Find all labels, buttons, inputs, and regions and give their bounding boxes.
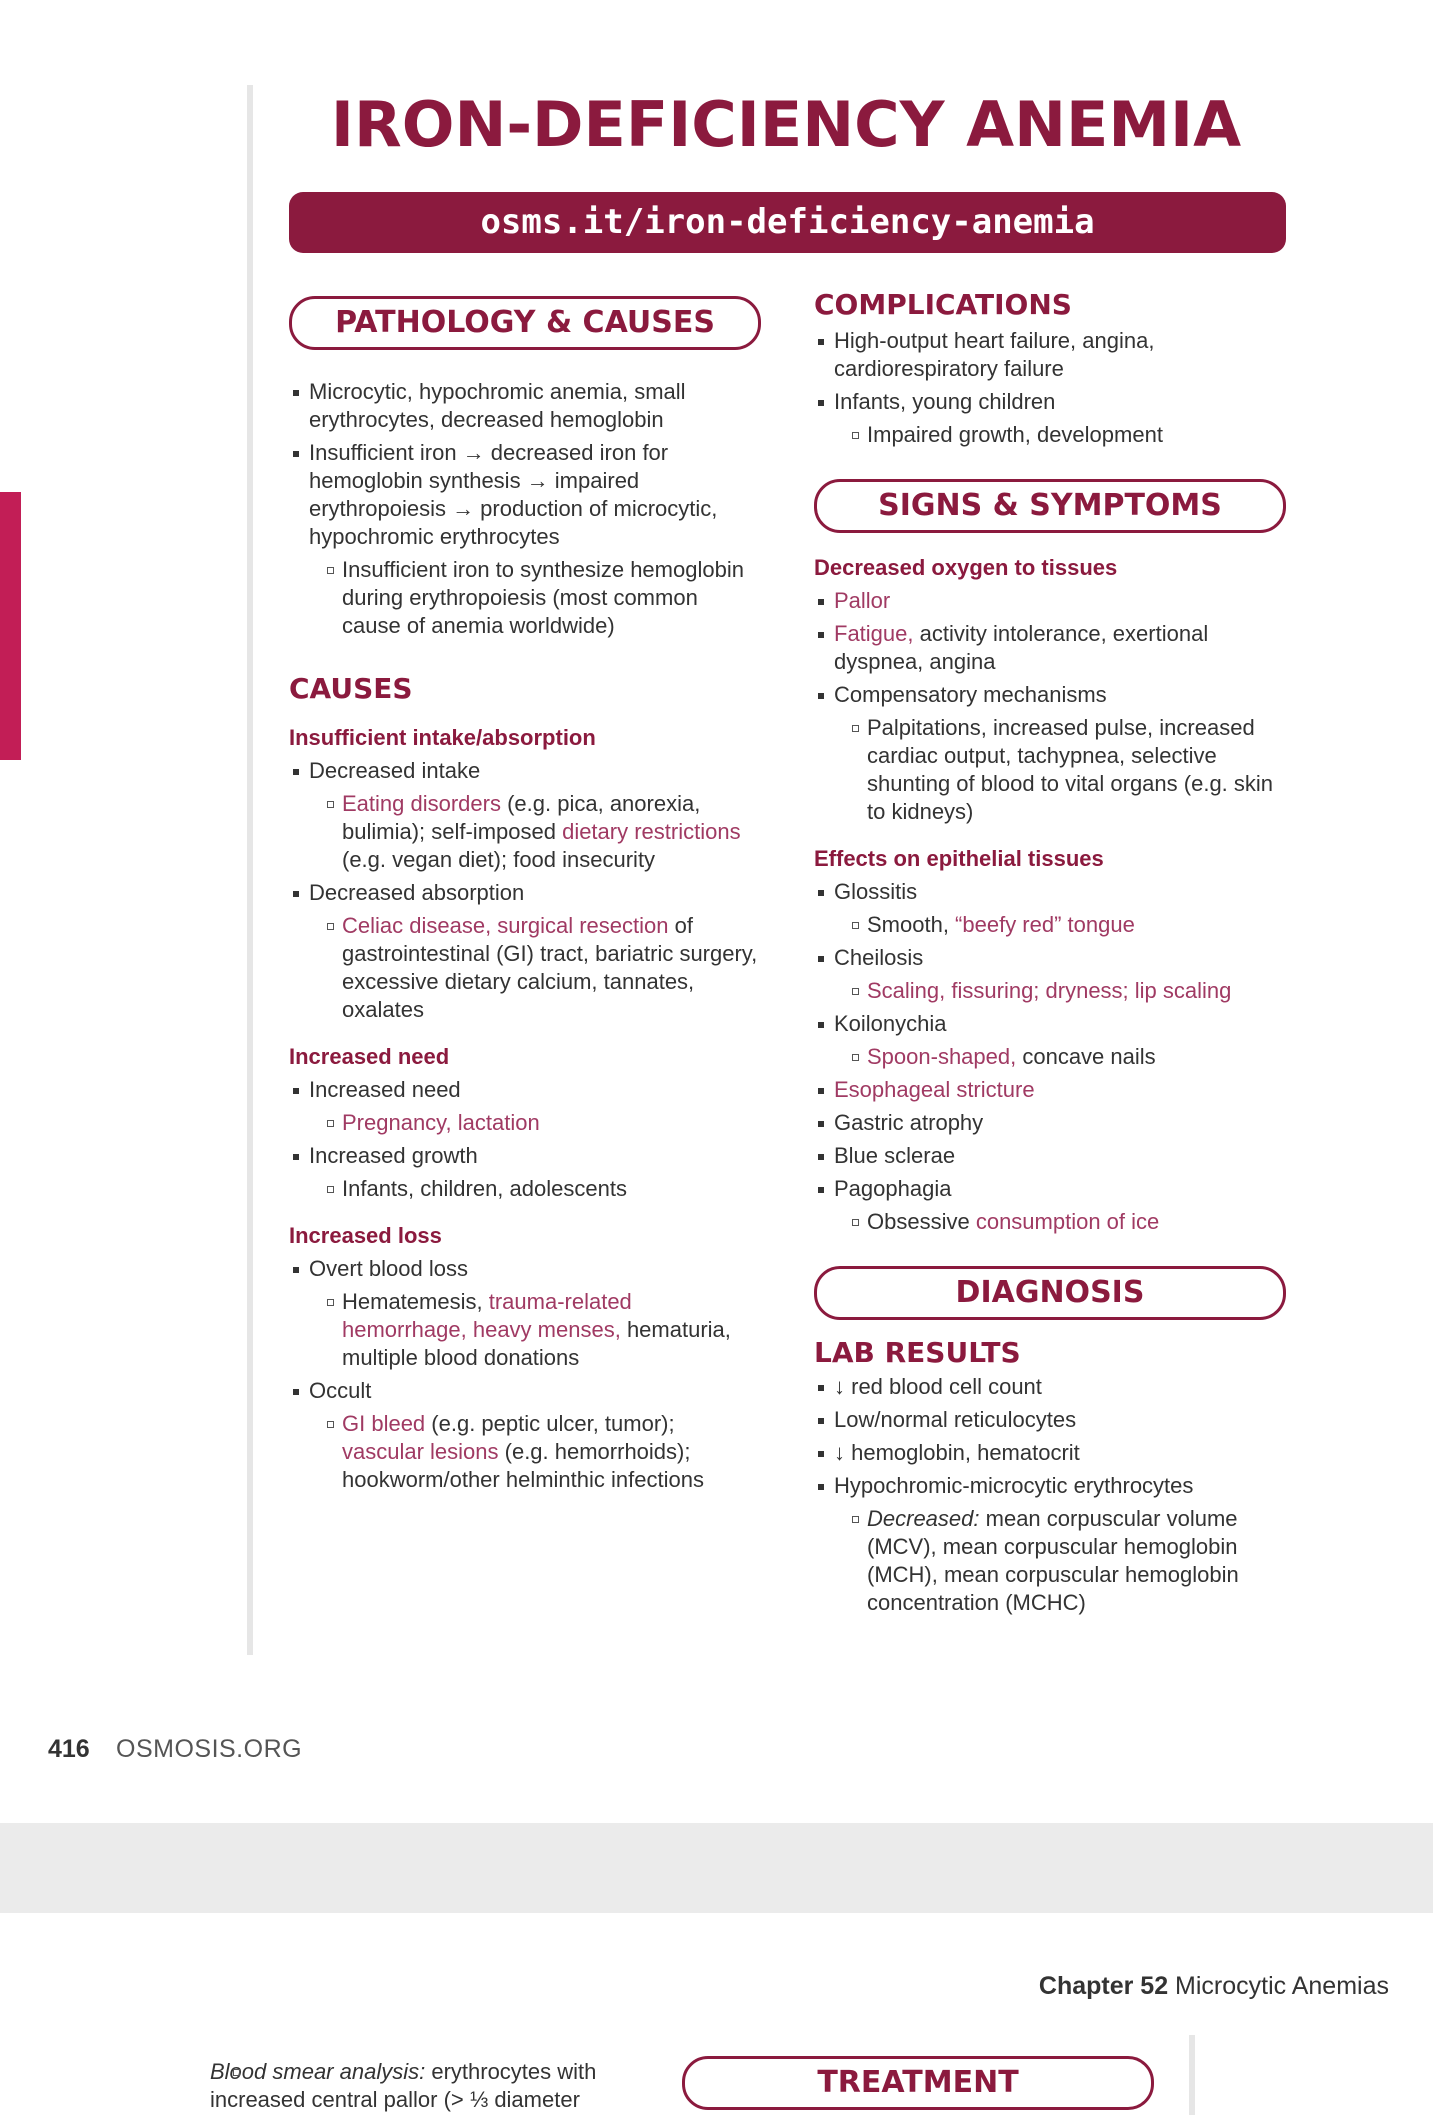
pathology-heading: PATHOLOGY & CAUSES — [289, 296, 761, 350]
list-item: Compensatory mechanisms — [814, 681, 1286, 709]
pathology-list — [289, 378, 761, 640]
list-item: Pallor — [814, 587, 1286, 615]
list-item: ↓ red blood cell count — [814, 1373, 1286, 1401]
causes-heading: CAUSES — [289, 672, 413, 705]
page-separator — [0, 1823, 1433, 1913]
loss-heading: Increased loss — [289, 1223, 442, 1248]
epithelial-list — [814, 878, 1286, 1236]
diagnosis-heading: DIAGNOSIS — [814, 1266, 1286, 1320]
list-item: Overt blood loss — [289, 1255, 761, 1283]
complications-heading: COMPLICATIONS — [814, 288, 1072, 321]
list-subitem: Pregnancy, lactation — [289, 1109, 761, 1137]
margin-rule — [247, 85, 253, 1655]
list-item: Microcytic, hypochromic anemia, small erythrocytes, decreased hemoglobin — [289, 378, 761, 434]
list-subitem: Decreased: mean corpuscular volume (MCV), mean corpuscular hemoglobin (MCH), mean corpuscular hemoglobin concentration (MCHC) — [814, 1505, 1286, 1617]
site-name: OSMOSIS.ORG — [116, 1735, 303, 1763]
list-subitem: Palpitations, increased pulse, increased cardiac output, tachypnea, selective shunting of blood to vital organs (e.g. skin to kidneys) — [814, 714, 1286, 826]
page-number: 416 — [48, 1735, 90, 1763]
list-item: Decreased absorption — [289, 879, 761, 907]
list-subitem: Celiac disease, surgical resection of gastrointestinal (GI) tract, bariatric surgery, excessive dietary calcium, tannates, oxalates — [289, 912, 761, 1024]
intake-heading: Insufficient intake/absorption — [289, 725, 596, 750]
oxygen-heading: Decreased oxygen to tissues — [814, 555, 1118, 580]
list-item: Increased need — [289, 1076, 761, 1104]
list-subitem: Insufficient iron to synthesize hemoglobin during erythropoiesis (most common cause of anemia worldwide) — [289, 556, 761, 640]
list-item: ↓ hemoglobin, hematocrit — [814, 1439, 1286, 1467]
list-item: Hypochromic-microcytic erythrocytes — [814, 1472, 1286, 1500]
list-item: Glossitis — [814, 878, 1286, 906]
signs-heading: SIGNS & SYMPTOMS — [814, 479, 1286, 533]
list-subitem: Hematemesis, trauma-related hemorrhage, heavy menses, hematuria, multiple blood donations — [289, 1288, 761, 1372]
list-item: Cheilosis — [814, 944, 1286, 972]
chapter-header: Chapter 52 Microcytic Anemias — [1038, 1972, 1389, 2000]
complications-list — [814, 327, 1286, 449]
list-item: Esophageal stricture — [814, 1076, 1286, 1104]
need-heading: Increased need — [289, 1044, 450, 1069]
list-subitem: Infants, children, adolescents — [289, 1175, 761, 1203]
lab-results-list — [814, 1373, 1286, 1617]
right-column — [814, 288, 1286, 1622]
margin-rule — [1189, 2035, 1195, 2115]
list-item: Fatigue, activity intolerance, exertional dyspnea, angina — [814, 620, 1286, 676]
page-title: IRON-DEFICIENCY ANEMIA — [330, 88, 1242, 161]
chapter-edge-tab — [0, 492, 21, 760]
lab-results-heading: LAB RESULTS — [814, 1336, 1021, 1369]
list-subitem: GI bleed (e.g. peptic ulcer, tumor); vascular lesions (e.g. hemorrhoids); hookworm/other helminthic infections — [289, 1410, 761, 1494]
treatment-heading: TREATMENT — [682, 2056, 1154, 2110]
list-item: Koilonychia — [814, 1010, 1286, 1038]
list-item: Insufficient iron → decreased iron for hemoglobin synthesis → impaired erythropoiesis → production of microcytic, hypochromic erythrocytes — [289, 439, 761, 551]
list-item: High-output heart failure, angina, cardiorespiratory failure — [814, 327, 1286, 383]
list-item: Low/normal reticulocytes — [814, 1406, 1286, 1434]
list-subitem: Smooth, “beefy red” tongue — [814, 911, 1286, 939]
loss-list — [289, 1255, 761, 1494]
list-item: Infants, young children — [814, 388, 1286, 416]
list-subitem: Obsessive consumption of ice — [814, 1208, 1286, 1236]
list-subitem: Scaling, fissuring; dryness; lip scaling — [814, 977, 1286, 1005]
list-subitem: Spoon-shaped, concave nails — [814, 1043, 1286, 1071]
left-column — [289, 296, 761, 1499]
list-item: Decreased intake — [289, 757, 761, 785]
list-item: Increased growth — [289, 1142, 761, 1170]
list-item: Blue sclerae — [814, 1142, 1286, 1170]
list-item: Gastric atrophy — [814, 1109, 1286, 1137]
list-item: Pagophagia — [814, 1175, 1286, 1203]
url-banner[interactable]: osms.it/iron-deficiency-anemia — [289, 192, 1286, 253]
list-subitem: Blood smear analysis: erythrocytes with increased central pallor (> ⅓ diameter — [195, 2058, 665, 2114]
oxygen-list — [814, 587, 1286, 826]
list-subitem: Impaired growth, development — [814, 421, 1286, 449]
epithelial-heading: Effects on epithelial tissues — [814, 846, 1104, 871]
intake-list — [289, 757, 761, 1024]
list-item: Occult — [289, 1377, 761, 1405]
next-page-list — [195, 2058, 665, 2119]
need-list — [289, 1076, 761, 1203]
list-subitem: Eating disorders (e.g. pica, anorexia, bulimia); self-imposed dietary restrictions (e.g. vegan diet); food insecurity — [289, 790, 761, 874]
